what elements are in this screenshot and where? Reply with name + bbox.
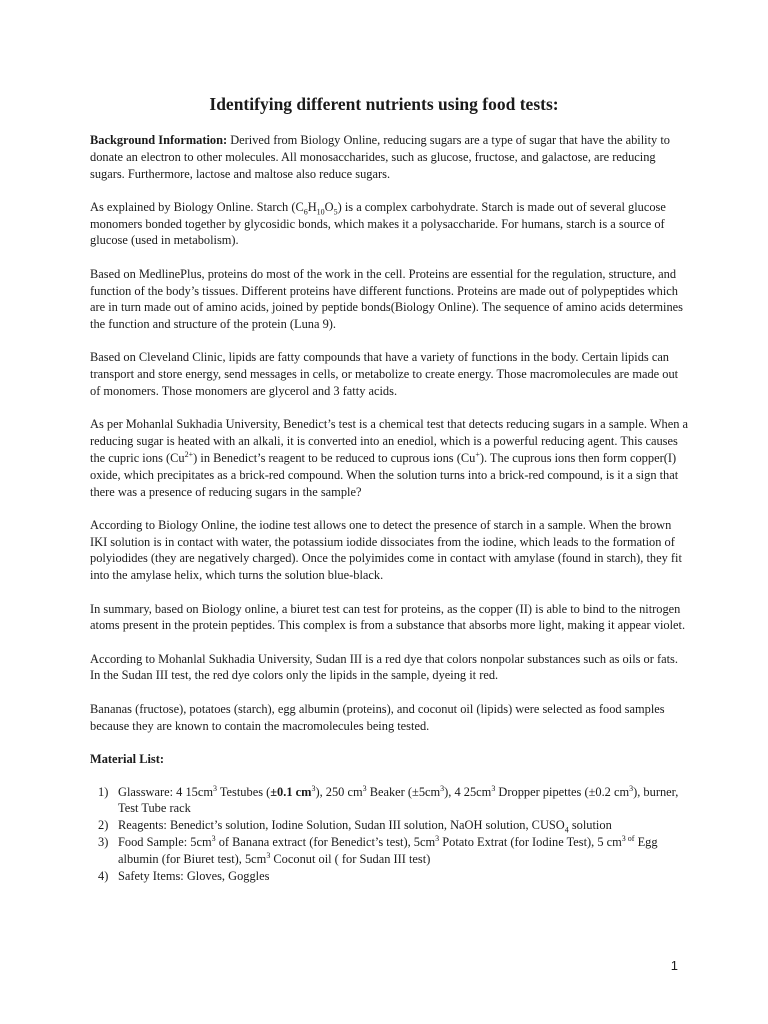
- starch-sub-3: 5: [333, 207, 338, 217]
- benedict-sup-1: 2+: [184, 449, 194, 459]
- material-item-text: 3: [266, 850, 271, 860]
- material-item-text: 3: [491, 783, 496, 793]
- material-item-number: 1): [98, 784, 109, 799]
- material-item-text: of Banana extract (for Benedict’s test), 5cm: [215, 835, 436, 849]
- starch-text-3: O: [324, 199, 334, 214]
- material-item-text: Glassware: 4 15cm: [118, 784, 213, 799]
- benedict-text-3: ). The cuprous ions then form copper(I) oxide, which precipitates as a brick-red compound. When the solution turns into a brick-red compound, is it a sign that there was a presence of reducing sugars in the sample?: [90, 450, 679, 499]
- material-item: [90, 868, 690, 885]
- material-item-text: Food Sample: 5cm: [118, 835, 212, 849]
- document-body: [90, 132, 690, 884]
- material-item-text: 3: [440, 783, 445, 793]
- material-item-number: 4): [98, 868, 109, 883]
- material-item-text: ±0.1 cm: [270, 784, 312, 799]
- material-item-text: Testubes (: [216, 784, 271, 799]
- benedict-sup-2: +: [475, 449, 480, 459]
- background-label: Background Information:: [90, 133, 228, 147]
- material-item-text: Coconut oil ( for Sudan III test): [270, 851, 431, 866]
- background-text: Derived from Biology Online, reducing sugars are a type of sugar that have the ability to donate an electron to other molecules. All monosaccharides, such as glucose, fructose, and galactose, are reducing sugars. Furthermore, lactose and maltose also reduce sugars.: [90, 133, 670, 181]
- material-item-text: 3: [629, 783, 634, 793]
- material-item-text: ), 4 25cm: [444, 784, 492, 799]
- material-item-text: Egg albumin (for Biuret test), 5cm: [118, 835, 658, 866]
- material-item-text: ), 250 cm: [315, 784, 363, 799]
- material-item-text: Potato Extrat (for Iodine Test), 5 cm: [439, 835, 622, 849]
- material-item: [90, 784, 690, 818]
- paragraph-iodine: According to Biology Online, the iodine test allows one to detect the presence of starch in a sample. When the brown IKI solution is in contact with water, the potassium iodide dissociates from the iodine, which leads to the formation of polyiodides (they are negatively charged). Once the polyimides come in contact with amylase (found in starch), they fit into the amylase helix, which turns the solution blue-black.: [90, 517, 682, 583]
- paragraph-sudan: According to Mohanlal Sukhadia University, Sudan III is a red dye that colors nonpolar substances such as oils or fats. In the Sudan III test, the red dye colors only the lipids in the sample, dyeing it red.: [90, 651, 678, 683]
- material-item-text: 3: [362, 783, 367, 793]
- paragraph-samples: Bananas (fructose), potatoes (starch), egg albumin (proteins), and coconut oil (lipids) were selected as food samples because they are known to contain the macromolecules being tested.: [90, 701, 665, 733]
- material-list-heading: Material List:: [90, 751, 164, 766]
- material-item-text: Beaker (±5cm: [366, 784, 441, 799]
- paragraph-background: [90, 132, 690, 182]
- starch-text-4: ) is a complex carbohydrate. Starch is made out of several glucose monomers bonded together by glycosidic bonds, which makes it a polysaccharide. For humans, starch is a source of glucose (used in metabolism).: [90, 199, 666, 248]
- material-item-text: 3: [435, 833, 440, 843]
- material-item-text: 3 of: [621, 833, 635, 843]
- material-item: [90, 834, 690, 868]
- benedict-text-1: As per Mohanlal Sukhadia University, Benedict’s test is a chemical test that detects reducing sugars in a sample. When a reducing sugar is heated with an alkali, it is converted into an enediol, which is a powerful reducing agent. This causes the cupric ions (Cu: [90, 417, 689, 465]
- material-item-text: Safety Items: Gloves, Goggles: [118, 868, 270, 883]
- material-item-number: 2): [98, 818, 109, 833]
- starch-sub-1: 6: [303, 207, 308, 217]
- starch-sub-2: 10: [316, 207, 325, 217]
- material-list: [90, 784, 690, 885]
- material-item-text: 3: [211, 833, 216, 843]
- starch-text-1: As explained by Biology Online. Starch (C: [90, 199, 304, 214]
- page-title: Identifying different nutrients using food tests:: [209, 94, 559, 114]
- paragraph-starch: [90, 199, 690, 249]
- material-item-text: 3: [212, 783, 217, 793]
- paragraph-biuret: In summary, based on Biology online, a biuret test can test for proteins, as the copper (II) is able to bind to the nitrogen atoms present in the protein peptides. This complex is from a substance that absorbs more light, making it appear violet.: [90, 601, 686, 633]
- material-item-text: Dropper pipettes (±0.2 cm: [495, 784, 630, 799]
- material-item-text: ), burner, Test Tube rack: [118, 784, 679, 816]
- benedict-text-2: ) in Benedict’s reagent to be reduced to cuprous ions (Cu: [193, 450, 476, 465]
- material-item: [90, 817, 690, 834]
- material-item-text: 3: [311, 783, 316, 793]
- material-item-text: 4: [564, 825, 569, 835]
- material-item-text: solution: [568, 818, 612, 833]
- paragraph-lipids: Based on Cleveland Clinic, lipids are fatty compounds that have a variety of functions in the body. Certain lipids can transport and store energy, send messages in cells, or metabolize to create energy. Those macromolecules are made out of monomers. Those monomers are glycerol and 3 fatty acids.: [90, 350, 679, 399]
- paragraph-benedict: [90, 416, 690, 500]
- paragraph-proteins: Based on MedlinePlus, proteins do most of the work in the cell. Proteins are essential for the regulation, structure, and function of the body’s tissues. Different proteins have different functions. Proteins are made out of polypeptides which are in turn made out of amino acids, joined by peptide bonds(Biology Online). The sequence of amino acids determines the function and structure of the protein (Luna 9).: [90, 266, 683, 332]
- starch-text-2: H: [307, 199, 317, 214]
- page-number: 1: [670, 958, 678, 973]
- material-item-number: 3): [98, 835, 109, 849]
- material-item-text: Reagents: Benedict’s solution, Iodine Solution, Sudan III solution, NaOH solution, CUSO: [118, 818, 565, 833]
